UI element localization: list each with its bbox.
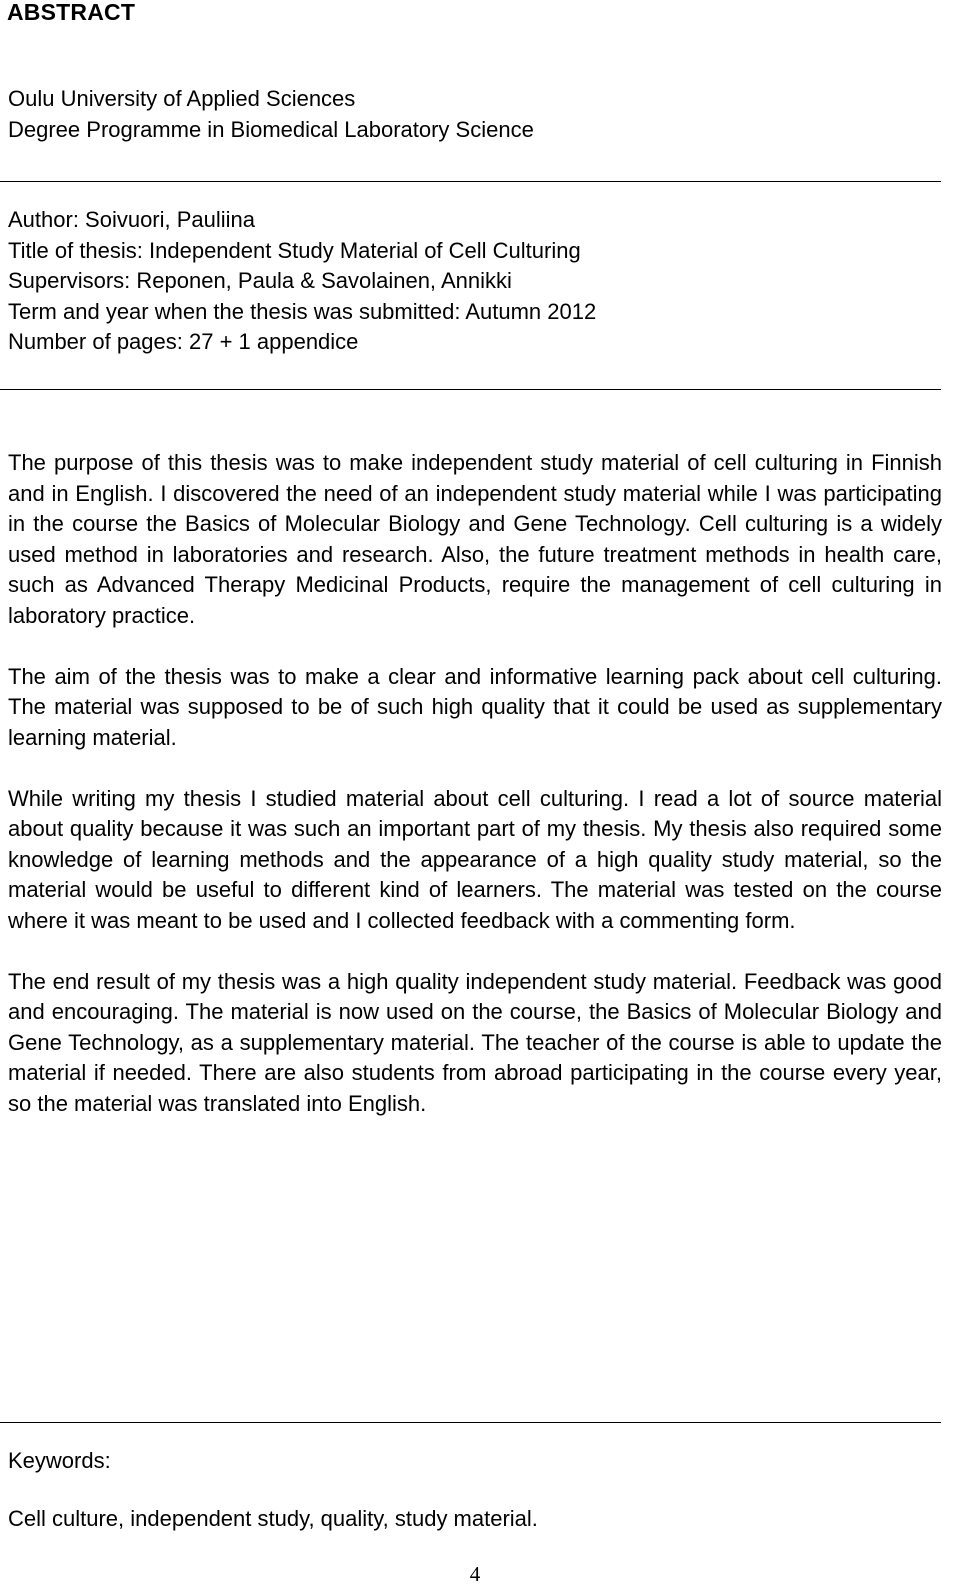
institution-block	[8, 84, 534, 145]
keywords-label: Keywords:	[8, 1448, 111, 1473]
author-line: Author: Soivuori, Pauliina	[8, 207, 256, 232]
degree-programme: Degree Programme in Biomedical Laboratory Science	[8, 116, 534, 142]
pages-line: Number of pages: 27 + 1 appendice	[8, 329, 359, 354]
university-name: Oulu University of Applied Sciences	[8, 86, 356, 111]
supervisors-line: Supervisors: Reponen, Paula & Savolainen, Annikki	[8, 268, 512, 293]
divider-line-bottom	[0, 1422, 941, 1423]
abstract-paragraph: The end result of my thesis was a high quality independent study material. Feedback was good and encouraging. The material is now used on the course, the Basics of Molecular Biology and Gene Technology, as a supplementary material. The teacher of the course is able to update the material if needed. There are also students from abroad participating in the course every year, so the material was translated into English.	[8, 968, 942, 1116]
abstract-heading: ABSTRACT	[7, 0, 136, 25]
page-number: 4	[469, 1562, 481, 1586]
abstract-paragraph: The purpose of this thesis was to make independent study material of cell culturing in Finnish and in English. I discovered the need of an independent study material while I was participating in the course the Basics of Molecular Biology and Gene Technology. Cell culturing is a widely used method in laboratories and research. Also, the future treatment methods in health care, such as Advanced Therapy Medicinal Products, require the management of cell culturing in laboratory practice.	[8, 450, 942, 628]
abstract-paragraph: The aim of the thesis was to make a clear and informative learning pack about cell culturing. The material was supposed to be of such high quality that it could be used as supplementary learning material.	[8, 663, 942, 750]
keywords-value: Cell culture, independent study, quality, study material.	[8, 1506, 538, 1531]
thesis-details-block	[8, 205, 596, 358]
abstract-body	[8, 448, 942, 1150]
divider-line-middle	[0, 389, 941, 390]
divider-line-top	[0, 181, 941, 182]
abstract-paragraph: While writing my thesis I studied material about cell culturing. I read a lot of source material about quality because it was such an important part of my thesis. My thesis also required some knowledge of learning methods and the appearance of a high quality study material, so the material would be useful to different kind of learners. The material was tested on the course where it was meant to be used and I collected feedback with a commenting form.	[8, 785, 942, 933]
term-line: Term and year when the thesis was submitted: Autumn 2012	[8, 298, 597, 324]
thesis-title-line: Title of thesis: Independent Study Material of Cell Culturing	[8, 237, 581, 263]
